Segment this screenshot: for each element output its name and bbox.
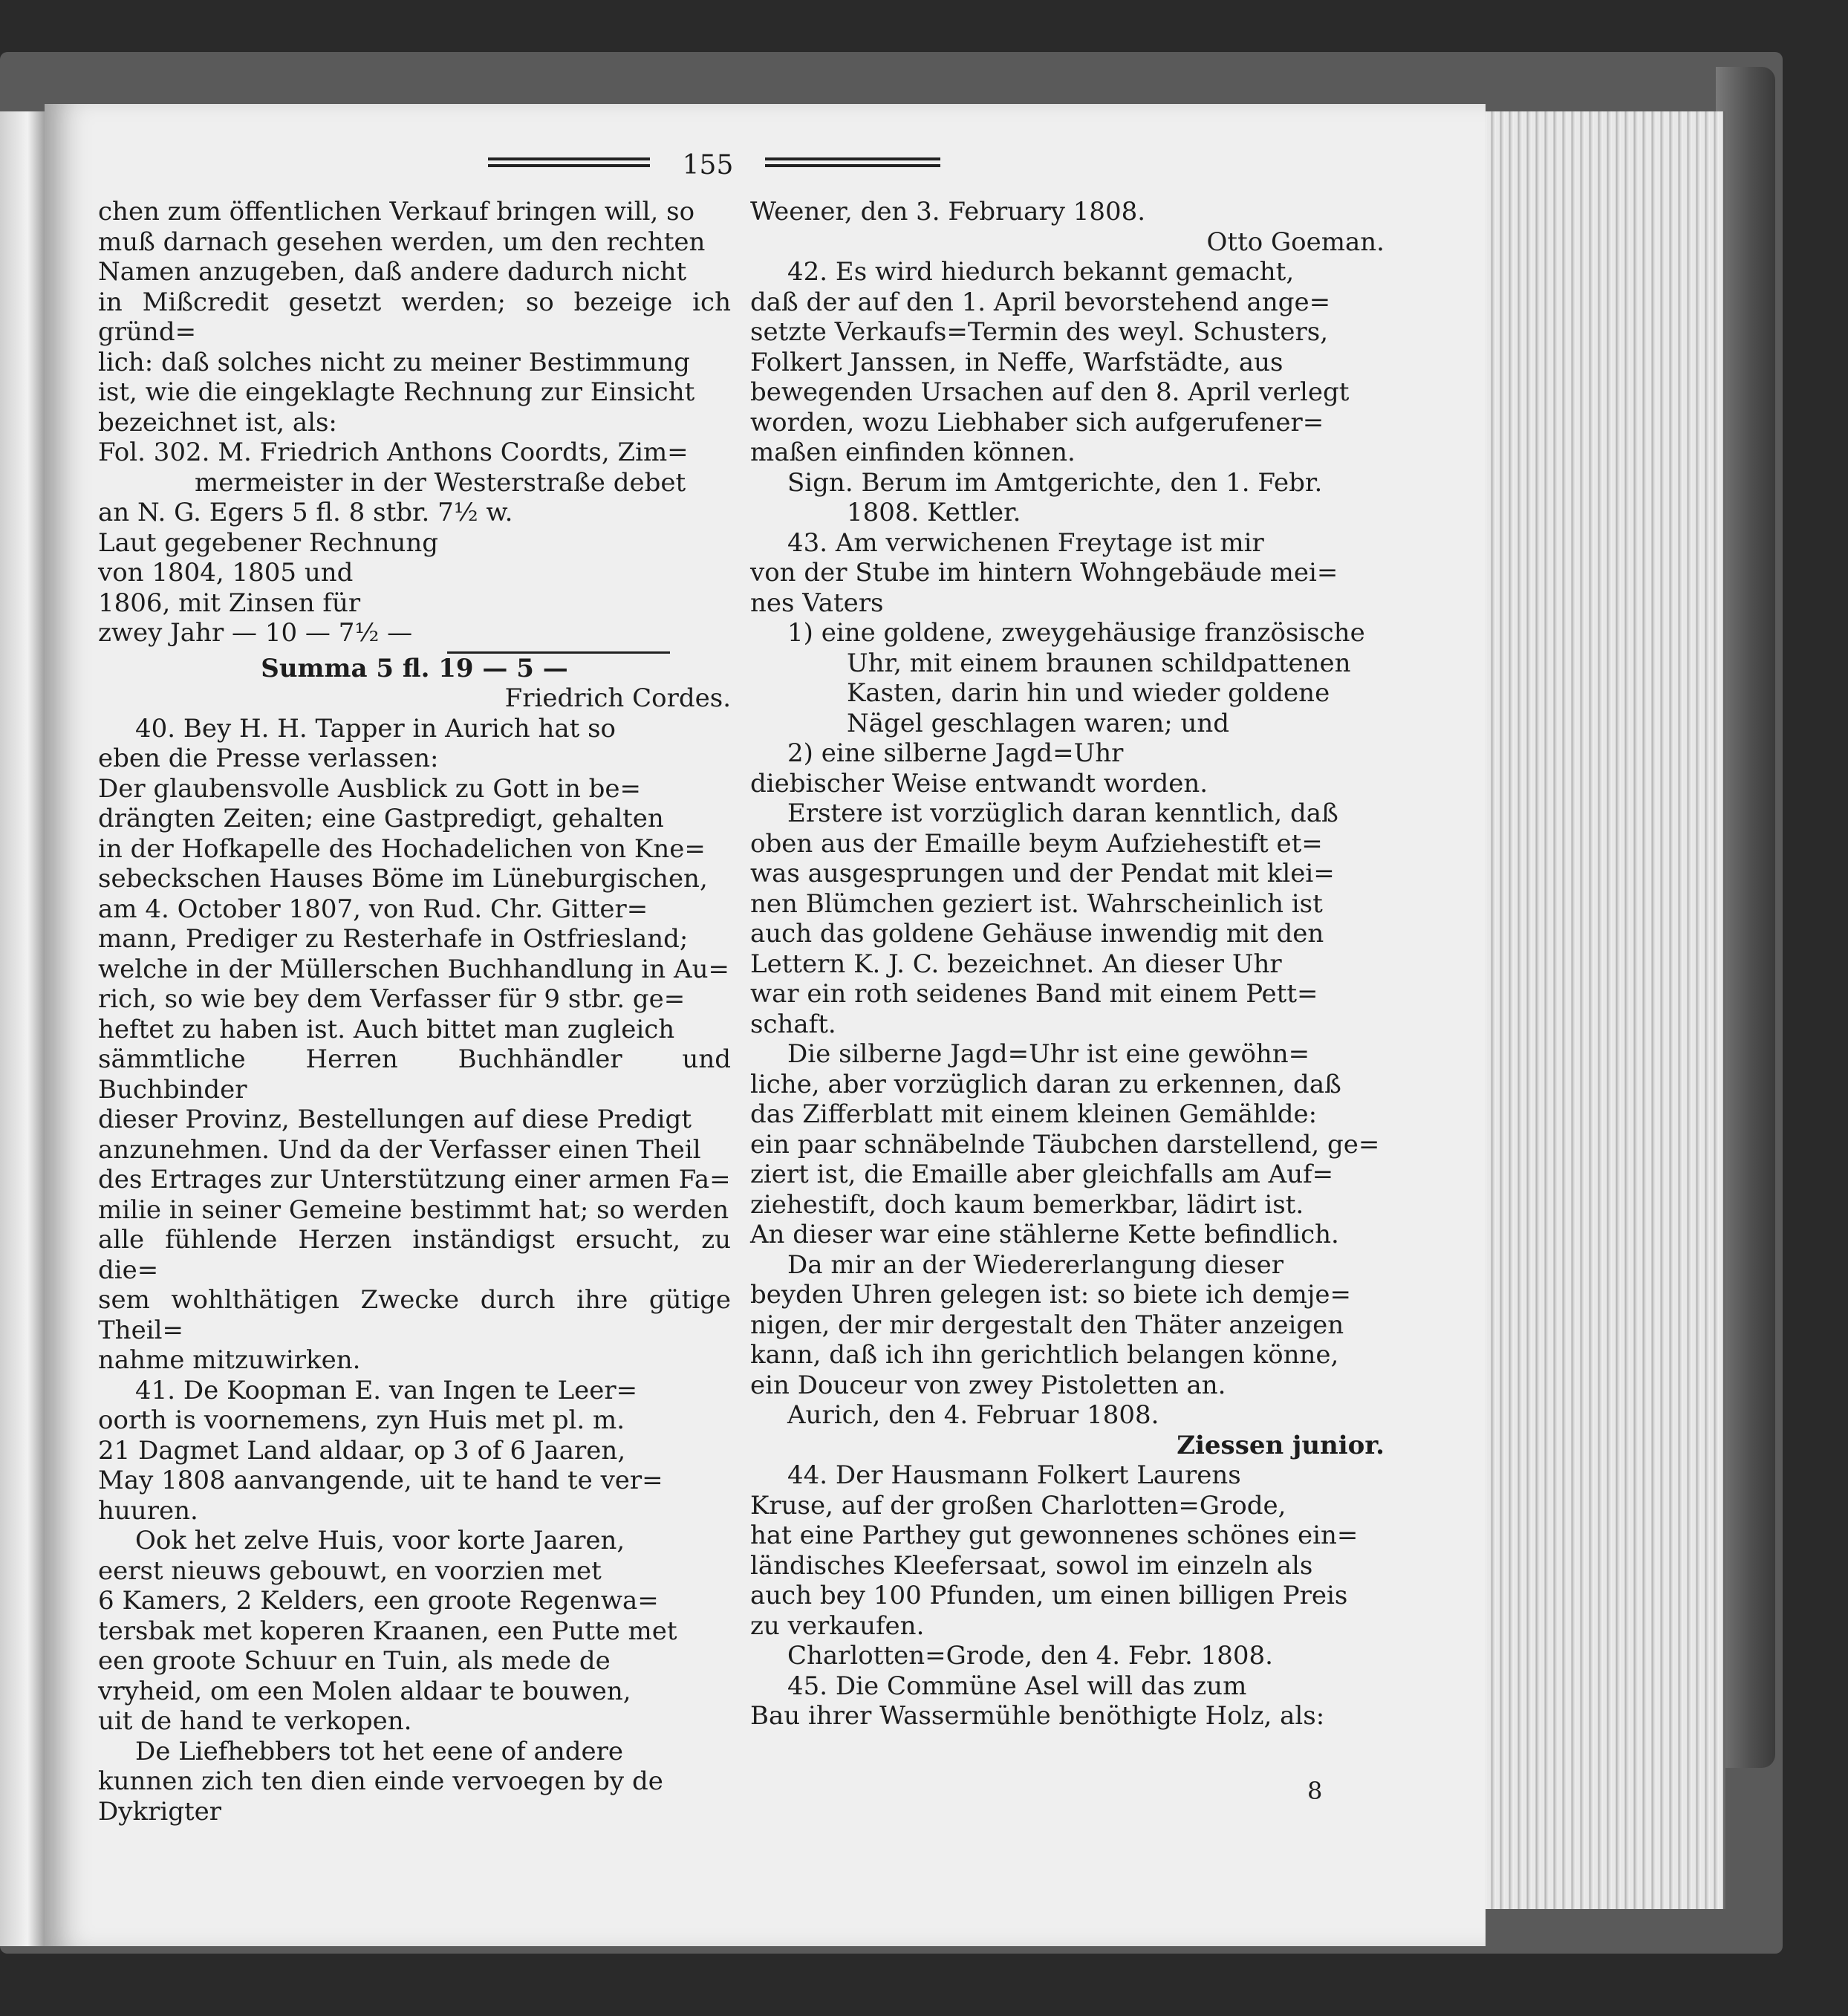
text-line: 2) eine silberne Jagd=Uhr xyxy=(787,738,1124,768)
text-line: 1806, mit Zinsen für xyxy=(98,588,361,618)
text-line: dieser Provinz, Bestellungen auf diese Predigt xyxy=(98,1105,692,1134)
text-line: Summa 5 fl. 19 — 5 — xyxy=(261,653,568,683)
text-line: 44. Der Hausmann Folkert Laurens xyxy=(787,1460,1241,1490)
text-line: Dykrigter xyxy=(98,1796,221,1827)
page-edges xyxy=(1478,111,1725,1909)
text-line: alle fühlende Herzen inständigst ersucht, zu die= xyxy=(98,1225,731,1285)
text-line: een groote Schuur en Tuin, als mede de xyxy=(98,1646,611,1676)
text-line: ist, wie die eingeklagte Rechnung zur Einsicht xyxy=(98,377,695,407)
text-line: in Mißcredit gesetzt werden; so bezeige ich gründ= xyxy=(98,287,731,347)
text-line: eben die Presse verlassen: xyxy=(98,744,439,773)
text-line: bewegenden Ursachen auf den 8. April verlegt xyxy=(750,377,1350,407)
text-line: beyden Uhren gelegen ist: so biete ich demje= xyxy=(750,1280,1352,1310)
text-line: kann, daß ich ihn gerichtlich belangen könne, xyxy=(750,1340,1339,1370)
text-line: Erstere ist vorzüglich daran kenntlich, daß xyxy=(787,799,1338,828)
text-line: diebischer Weise entwandt worden. xyxy=(750,768,1208,799)
text-line: Folkert Janssen, in Neffe, Warfstädte, aus xyxy=(750,347,1283,377)
text-line: hat eine Parthey gut gewonnenes schönes ein= xyxy=(750,1521,1359,1550)
left-text-column xyxy=(98,197,731,1827)
text-line: was ausgesprungen und der Pendat mit klei= xyxy=(750,859,1335,888)
text-line: Charlotten=Grode, den 4. Febr. 1808. xyxy=(787,1641,1273,1671)
text-line: uit de hand te verkopen. xyxy=(98,1706,412,1736)
text-line: schaft. xyxy=(750,1009,836,1039)
text-line: von der Stube im hintern Wohngebäude mei= xyxy=(750,558,1338,588)
text-line: auch das goldene Gehäuse inwendig mit den xyxy=(750,919,1324,949)
text-line: Sign. Berum im Amtgerichte, den 1. Febr. xyxy=(787,467,1323,498)
text-line: 6 Kamers, 2 Kelders, een groote Regenwa= xyxy=(98,1586,659,1616)
text-line: Weener, den 3. February 1808. xyxy=(750,197,1146,227)
text-line: ländisches Kleefersaat, sowol im einzeln als xyxy=(750,1550,1313,1581)
text-line: An dieser war eine stählerne Kette befindlich. xyxy=(750,1220,1339,1249)
text-line: milie in seiner Gemeine bestimmt hat; so werden xyxy=(98,1194,729,1225)
text-line: Kruse, auf der großen Charlotten=Grode, xyxy=(750,1490,1286,1521)
text-line: eerst nieuws gebouwt, en voorzien met xyxy=(98,1555,602,1586)
catchword: 8 xyxy=(1307,1777,1323,1805)
text-line: mann, Prediger zu Resterhafe in Ostfriesland; xyxy=(98,924,689,954)
signature-line: Ziessen junior. xyxy=(1177,1430,1385,1460)
text-line: 42. Es wird hiedurch bekannt gemacht, xyxy=(787,257,1295,287)
text-line: rich, so wie bey dem Verfasser für 9 stbr. ge= xyxy=(98,984,686,1014)
text-line: 1) eine goldene, zweygehäusige französische xyxy=(787,618,1365,648)
text-line: Kasten, darin hin und wieder goldene xyxy=(847,678,1330,708)
text-line: bezeichnet ist, als: xyxy=(98,407,337,438)
text-line: anzunehmen. Und da der Verfasser einen Theil xyxy=(98,1134,701,1165)
text-line: kunnen zich ten dien einde vervoegen by de xyxy=(98,1766,663,1796)
text-line: 1808. Kettler. xyxy=(847,498,1021,527)
text-line: an N. G. Egers 5 fl. 8 stbr. 7½ w. xyxy=(98,498,513,527)
text-line: sämmtliche Herren Buchhändler und Buchbinder xyxy=(98,1044,731,1105)
header-rule-left xyxy=(488,157,650,160)
left-page-sliver xyxy=(0,111,46,1946)
text-line: des Ertrages zur Unterstützung einer armen Fa= xyxy=(98,1165,731,1194)
text-line: in der Hofkapelle des Hochadelichen von Kne= xyxy=(98,833,706,864)
text-line: Laut gegebener Rechnung xyxy=(98,527,439,558)
text-line: Fol. 302. M. Friedrich Anthons Coordts, Zim= xyxy=(98,438,689,467)
text-line: sebeckschen Hauses Böme im Lüneburgischen, xyxy=(98,864,708,894)
right-text-column xyxy=(750,197,1385,1732)
text-line: nen Blümchen geziert ist. Wahrscheinlich ist xyxy=(750,888,1323,919)
book-page xyxy=(45,104,1486,1946)
text-line: 41. De Koopman E. van Ingen te Leer= xyxy=(135,1375,638,1405)
text-line: mermeister in der Westerstraße debet xyxy=(195,467,686,498)
text-line: maßen einfinden können. xyxy=(750,438,1076,467)
text-line: Der glaubensvolle Ausblick zu Gott in be= xyxy=(98,773,642,804)
text-line: chen zum öffentlichen Verkauf bringen will, so xyxy=(98,197,695,227)
text-line: nes Vaters xyxy=(750,588,884,618)
text-line: Bau ihrer Wassermühle benöthigte Holz, als: xyxy=(750,1701,1325,1731)
text-line: liche, aber vorzüglich daran zu erkennen, daß xyxy=(750,1069,1341,1099)
text-line: Die silberne Jagd=Uhr ist eine gewöhn= xyxy=(787,1039,1310,1069)
header-rule-right xyxy=(765,157,940,160)
text-line: tersbak met koperen Kraanen, een Putte met xyxy=(98,1616,677,1646)
text-line: nahme mitzuwirken. xyxy=(98,1345,361,1375)
text-line: oben aus der Emaille beym Aufziehestift et= xyxy=(750,828,1323,859)
text-line: war ein roth seidenes Band mit einem Pett= xyxy=(750,979,1318,1009)
text-line: Ook het zelve Huis, voor korte Jaaren, xyxy=(135,1526,625,1555)
text-line: welche in der Müllerschen Buchhandlung in Au= xyxy=(98,954,729,984)
text-line: Aurich, den 4. Februar 1808. xyxy=(787,1400,1159,1430)
page-number: 155 xyxy=(682,150,734,181)
text-line: nigen, der mir dergestalt den Thäter anzeigen xyxy=(750,1310,1344,1340)
text-line: 40. Bey H. H. Tapper in Aurich hat so xyxy=(135,713,616,744)
text-line: ein Douceur von zwey Pistoletten an. xyxy=(750,1370,1226,1400)
text-line: muß darnach gesehen werden, um den rechten xyxy=(98,227,706,257)
page-header xyxy=(45,150,1486,180)
text-line: 21 Dagmet Land aldaar, op 3 of 6 Jaaren, xyxy=(98,1435,626,1466)
text-line: am 4. October 1807, von Rud. Chr. Gitter= xyxy=(98,894,648,924)
text-line: das Zifferblatt mit einem kleinen Gemählde: xyxy=(750,1099,1318,1129)
text-line: von 1804, 1805 und xyxy=(98,558,354,588)
text-line: auch bey 100 Pfunden, um einen billigen Preis xyxy=(750,1581,1348,1610)
text-line: heftet zu haben ist. Auch bittet man zugleich xyxy=(98,1014,675,1044)
text-line: Nägel geschlagen waren; und xyxy=(847,708,1230,738)
text-line: worden, wozu Liebhaber sich aufgerufener= xyxy=(750,407,1324,438)
text-line: 43. Am verwichenen Freytage ist mir xyxy=(787,527,1264,558)
text-line: setzte Verkaufs=Termin des weyl. Schusters, xyxy=(750,317,1328,347)
text-line: oorth is voornemens, zyn Huis met pl. m. xyxy=(98,1405,625,1435)
signature-line: Otto Goeman. xyxy=(1206,227,1385,257)
text-line: ein paar schnäbelnde Täubchen darstellend, ge= xyxy=(750,1129,1380,1160)
text-line: Lettern K. J. C. bezeichnet. An dieser Uhr xyxy=(750,949,1282,979)
text-line: huuren. xyxy=(98,1495,198,1526)
text-line: ziehestift, doch kaum bemerkbar, lädirt ist. xyxy=(750,1189,1304,1220)
text-line: Namen anzugeben, daß andere dadurch nicht xyxy=(98,257,687,287)
text-line: Da mir an der Wiedererlangung dieser xyxy=(787,1249,1284,1280)
text-line: zu verkaufen. xyxy=(750,1610,925,1641)
text-line: De Liefhebbers tot het eene of andere xyxy=(135,1736,623,1766)
text-line: Uhr, mit einem braunen schildpattenen xyxy=(847,648,1351,678)
signature-line: Friedrich Cordes. xyxy=(504,683,731,713)
text-line: lich: daß solches nicht zu meiner Bestimmung xyxy=(98,347,690,377)
text-line: May 1808 aanvangende, uit te hand te ver= xyxy=(98,1466,663,1495)
text-line: vryheid, om een Molen aldaar te bouwen, xyxy=(98,1676,631,1706)
text-line: 45. Die Commüne Asel will das zum xyxy=(787,1671,1247,1701)
text-line: zwey Jahr — 10 — 7½ — xyxy=(98,618,413,648)
text-line: sem wohlthätigen Zwecke durch ihre gütige Theil= xyxy=(98,1285,731,1345)
text-line: drängten Zeiten; eine Gastpredigt, gehalten xyxy=(98,804,664,833)
text-line: ziert ist, die Emaille aber gleichfalls am Auf= xyxy=(750,1160,1334,1189)
text-line: daß der auf den 1. April bevorstehend ange= xyxy=(750,287,1331,317)
